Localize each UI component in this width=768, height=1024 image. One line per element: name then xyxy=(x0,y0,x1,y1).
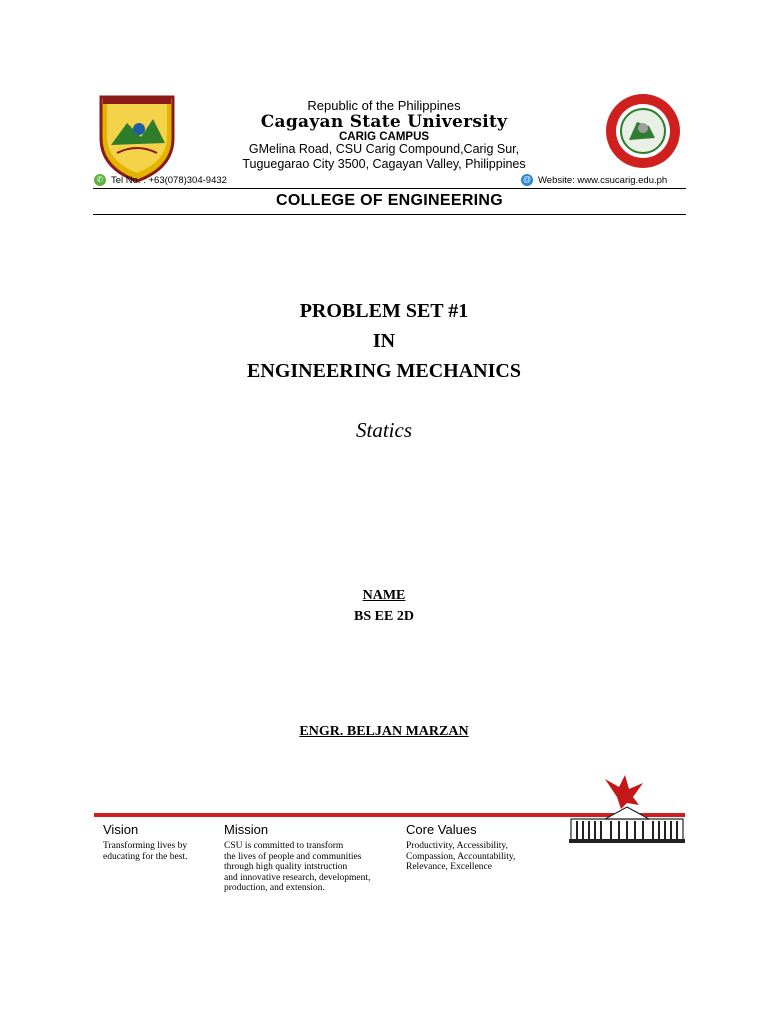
vision-heading: Vision xyxy=(103,822,139,837)
student-section: BS EE 2D xyxy=(354,609,414,624)
core-values-line: Productivity, Accessibility, xyxy=(406,841,508,851)
vision-text xyxy=(103,841,218,862)
course-title: ENGINEERING MECHANICS xyxy=(247,360,521,382)
vision-section xyxy=(103,822,218,862)
mission-text xyxy=(224,841,399,894)
mission-line: through high quality intstruction xyxy=(224,862,348,872)
subject-subtitle: Statics xyxy=(356,418,412,442)
university-name: Cagayan State University xyxy=(260,112,508,132)
mission-line: and innovative research, development, xyxy=(224,872,371,883)
mission-section xyxy=(224,822,399,894)
campus-name: CARIG CAMPUS xyxy=(338,131,430,143)
core-values-line: Compassion, Accountability, xyxy=(406,851,516,862)
header-country: Republic of the Philippines xyxy=(307,98,461,113)
coe-seal-logo xyxy=(597,92,689,170)
core-values-line: Relevance, Excellence xyxy=(406,862,492,872)
address-line-1: GMelina Road, CSU Carig Compound,Carig Sur, xyxy=(248,142,520,156)
header-rule xyxy=(93,188,686,189)
instructor-name: ENGR. BELJAN MARZAN xyxy=(299,724,469,739)
college-rule xyxy=(93,214,686,215)
college-name: COLLEGE OF ENGINEERING xyxy=(275,192,504,209)
web-icon: @ xyxy=(522,175,532,184)
csu-seal-logo xyxy=(97,93,177,183)
address-line-2: Tuguegarao City 3500, Cagayan Valley, Philippines xyxy=(242,157,526,171)
mission-heading: Mission xyxy=(224,822,269,837)
vision-line: educating for the best. xyxy=(103,851,188,862)
telephone-info xyxy=(94,174,227,186)
telephone-number: Tel No. : +63(078)304-9432 xyxy=(111,174,227,186)
mission-line: CSU is committed to transform xyxy=(224,841,344,851)
core-values-heading: Core Values xyxy=(406,822,477,837)
student-name: NAME xyxy=(362,588,406,603)
mission-line: production, and extension. xyxy=(224,883,325,893)
eagle-building-emblem xyxy=(565,773,687,845)
vision-line: Transforming lives by xyxy=(103,841,188,851)
core-values-text xyxy=(406,841,556,873)
mission-line: the lives of people and communities xyxy=(224,851,362,862)
title-connector: IN xyxy=(372,330,396,352)
website-url: Website: www.csucarig.edu.ph xyxy=(538,174,668,186)
website-info xyxy=(521,174,667,186)
problem-set-title: PROBLEM SET #1 xyxy=(299,300,469,322)
core-values-section xyxy=(406,822,556,873)
phone-icon: ✆ xyxy=(94,174,106,186)
